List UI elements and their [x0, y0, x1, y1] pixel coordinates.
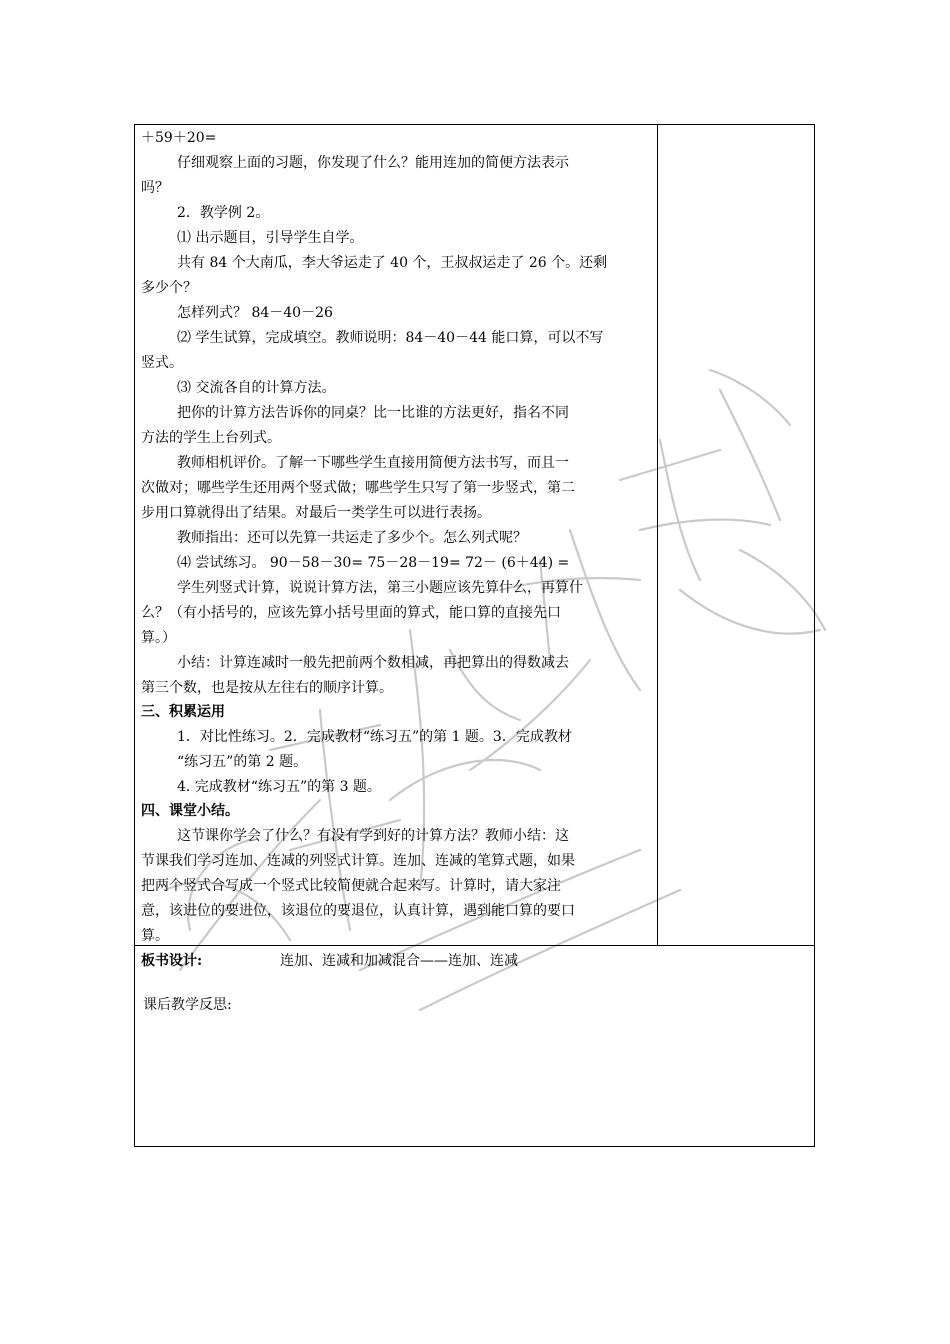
text-line: 算。）	[141, 630, 176, 646]
text-line: 节课我们学习连加、连减的列竖式计算。连加、连减的笔算式题，如果	[141, 853, 575, 869]
board-design-label: 板书设计:	[141, 953, 203, 969]
text-line: ⑵ 学生试算，完成填空。教师说明：84－40－44 能口算，可以不写	[177, 330, 604, 346]
text-line: 小结：计算连减时一般先把前两个数相减，再把算出的得数减去	[177, 655, 569, 671]
text-line: 学生列竖式计算，说说计算方法，第三小题应该先算什么，再算什	[177, 580, 583, 596]
text-line: 共有 84 个大南瓜，李大爷运走了 40 个，王叔叔运走了 26 个。还剩	[177, 255, 608, 271]
text-line: 2．教学例 2。	[177, 205, 270, 221]
reflection-box	[134, 945, 815, 1147]
text-line: 把你的计算方法告诉你的同桌？比一比谁的方法更好，指名不同	[177, 405, 569, 421]
text-line: 怎样列式？ 84－40－26	[177, 305, 333, 321]
text-line: 多少个？	[141, 280, 197, 296]
text-line: 1．对比性练习。2．完成教材“练习五”的第 1 题。3．完成教材	[177, 729, 572, 745]
text-line: 教师相机评价。了解一下哪些学生直接用简便方法书写，而且一	[177, 455, 569, 471]
text-line: ⑶ 交流各自的计算方法。	[177, 380, 336, 396]
text-line: 步用口算就得出了结果。对最后一类学生可以进行表扬。	[141, 505, 491, 521]
board-design-text: 连加、连减和加减混合——连加、连减	[280, 953, 518, 969]
text-line: 算。	[141, 928, 169, 944]
text-line: ⑴ 出示题目，引导学生自学。	[177, 230, 364, 246]
text-line: “练习五”的第 2 题。	[177, 754, 308, 770]
column-divider	[657, 125, 658, 945]
text-line: 把两个竖式合写成一个竖式比较简便就合起来写。计算时，请大家注	[141, 878, 561, 894]
text-line: 4. 完成教材“练习五”的第 3 题。	[177, 779, 381, 795]
text-line: 竖式。	[141, 355, 183, 371]
text-line: 仔细观察上面的习题，你发现了什么？能用连加的简便方法表示	[177, 155, 569, 171]
text-line: 这节课你学会了什么？有没有学到好的计算方法？教师小结：这	[177, 828, 569, 844]
text-line: 吗？	[141, 180, 169, 196]
text-line: 么？（有小括号的，应该先算小括号里面的算式，能口算的直接先口	[141, 605, 561, 621]
text-line: 教师指出：还可以先算一共运走了多少个。怎么列式呢？	[177, 530, 527, 546]
section-heading: 三、积累运用	[141, 704, 225, 720]
text-line: 次做对；哪些学生还用两个竖式做；哪些学生只写了第一步竖式，第二	[141, 480, 575, 496]
text-line: 第三个数，也是按从左往右的顺序计算。	[141, 680, 393, 696]
text-line: 意，该进位的要进位，该退位的要退位，认真计算，遇到能口算的要口	[141, 903, 575, 919]
text-line: 方法的学生上台列式。	[141, 430, 281, 446]
reflection-label: 课后教学反思:	[143, 997, 232, 1013]
lesson-plan-table	[134, 124, 815, 946]
text-line: ⑷ 尝试练习。 90－58－30= 75－28－19= 72－ (6＋44) =	[177, 555, 570, 571]
text-line: ＋59＋20=	[141, 130, 217, 146]
section-heading: 四、课堂小结。	[141, 803, 239, 819]
